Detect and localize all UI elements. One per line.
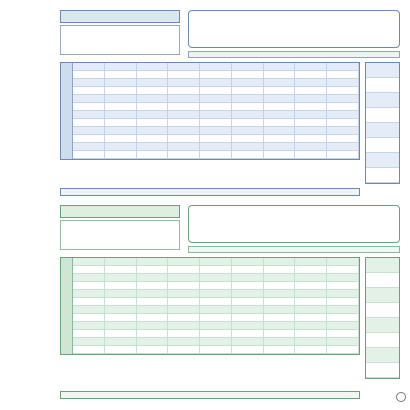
grid-header-cell (105, 258, 137, 266)
grid-header-cell (295, 111, 327, 119)
grid-header-cell (295, 306, 327, 314)
grid-value-cell (105, 266, 137, 274)
grid-value-cell (295, 71, 327, 79)
grid-value-cell (232, 135, 264, 143)
grid-header-cell (327, 274, 359, 282)
grid-value-cell (327, 103, 359, 111)
grid-header-cell (168, 338, 200, 346)
grid-header-cell (264, 63, 296, 71)
grid-header-cell (73, 290, 105, 298)
side-panel (365, 62, 400, 184)
grid-value-cell (200, 103, 232, 111)
grid-value-cell (232, 330, 264, 338)
grid-value-cell (73, 87, 105, 95)
grid-value-cell (137, 87, 169, 95)
grid-header-cell (168, 127, 200, 135)
grid-header-cell (295, 322, 327, 330)
grid-value-cell (105, 330, 137, 338)
grid-value-cell (137, 314, 169, 322)
grid-header-cell (73, 258, 105, 266)
grid-header-cell (168, 258, 200, 266)
grid-value-cell (264, 330, 296, 338)
grid-value-cell (200, 298, 232, 306)
grid-value-cell (264, 314, 296, 322)
grid-value-cell (137, 330, 169, 338)
grid-value-cell (295, 87, 327, 95)
grid-header-cell (200, 143, 232, 151)
grid-header-cell (327, 111, 359, 119)
grid-header-cell (200, 322, 232, 330)
side-field (366, 318, 399, 333)
grid-value-cell (137, 151, 169, 159)
grid-value-cell (168, 298, 200, 306)
grid-header-cell (105, 127, 137, 135)
grid-value-cell (295, 282, 327, 290)
grid-header-cell (73, 111, 105, 119)
grid-value-cell (168, 346, 200, 354)
grid-header-cell (327, 306, 359, 314)
grid-header-cell (295, 63, 327, 71)
grid-value-cell (168, 71, 200, 79)
grid-header-cell (327, 127, 359, 135)
grid-header-cell (327, 63, 359, 71)
page-mark (396, 392, 406, 402)
payslip-bottom (60, 205, 400, 400)
grid-value-cell (200, 87, 232, 95)
grid-header-cell (137, 63, 169, 71)
grid-header-cell (137, 306, 169, 314)
grid-header-cell (168, 306, 200, 314)
grid-value-cell (264, 282, 296, 290)
grid-header-cell (232, 274, 264, 282)
grid-value-cell (200, 135, 232, 143)
grid-value-cell (327, 266, 359, 274)
grid-header-cell (168, 111, 200, 119)
section-label (61, 95, 73, 127)
grid-header-cell (232, 290, 264, 298)
grid-header-cell (73, 322, 105, 330)
grid-header-cell (168, 143, 200, 151)
grid-header-cell (137, 111, 169, 119)
grid-header-cell (137, 258, 169, 266)
grid-value-cell (105, 298, 137, 306)
grid-header-cell (295, 95, 327, 103)
grid-header-cell (137, 143, 169, 151)
grid-value-cell (232, 119, 264, 127)
grid-header-cell (200, 274, 232, 282)
totals-bar (60, 391, 360, 399)
grid-header-cell (168, 63, 200, 71)
grid-value-cell (168, 87, 200, 95)
grid-header-cell (264, 290, 296, 298)
issuer-block (60, 25, 180, 55)
grid-value-cell (168, 266, 200, 274)
grid-header-cell (295, 143, 327, 151)
side-field (366, 288, 399, 303)
grid-header-cell (105, 306, 137, 314)
grid-header-cell (232, 258, 264, 266)
grid-value-cell (200, 282, 232, 290)
grid-header-cell (137, 79, 169, 87)
section-label (61, 290, 73, 322)
grid-value-cell (73, 103, 105, 111)
grid-header-cell (264, 338, 296, 346)
grid-value-cell (105, 282, 137, 290)
id-bar (188, 246, 400, 253)
grid-value-cell (105, 151, 137, 159)
section-label (61, 127, 73, 159)
grid-header-cell (264, 258, 296, 266)
side-field (366, 273, 399, 288)
grid-value-cell (232, 282, 264, 290)
grid-value-cell (200, 119, 232, 127)
grid-header-cell (200, 338, 232, 346)
grid-value-cell (105, 119, 137, 127)
grid-value-cell (232, 71, 264, 79)
issuer-block (60, 220, 180, 250)
grid-header-cell (295, 258, 327, 266)
grid-value-cell (295, 119, 327, 127)
side-panel (365, 257, 400, 379)
grid-value-cell (264, 135, 296, 143)
id-bar (188, 51, 400, 58)
grid-value-cell (73, 298, 105, 306)
grid-header-cell (295, 127, 327, 135)
side-field (366, 333, 399, 348)
grid-header-cell (200, 111, 232, 119)
grid-value-cell (168, 135, 200, 143)
grid-value-cell (232, 103, 264, 111)
section-label (61, 63, 73, 95)
grid-value-cell (295, 266, 327, 274)
grid-header-cell (232, 127, 264, 135)
grid-value-cell (137, 135, 169, 143)
grid-header-cell (105, 95, 137, 103)
grid-value-cell (327, 135, 359, 143)
grid-header-cell (105, 63, 137, 71)
grid-header-cell (73, 306, 105, 314)
grid-header-cell (232, 306, 264, 314)
section-label (61, 322, 73, 354)
grid-header-cell (232, 111, 264, 119)
grid-header-cell (264, 143, 296, 151)
grid-value-cell (168, 330, 200, 338)
payslip-title-box (60, 205, 180, 218)
grid-value-cell (327, 87, 359, 95)
grid-value-cell (264, 71, 296, 79)
grid-value-cell (200, 330, 232, 338)
grid-value-cell (73, 71, 105, 79)
payslip-title-box (60, 10, 180, 23)
grid-header-cell (105, 79, 137, 87)
grid-value-cell (105, 87, 137, 95)
grid-value-cell (264, 119, 296, 127)
grid-header-cell (137, 274, 169, 282)
grid-value-cell (264, 103, 296, 111)
grid-value-cell (295, 314, 327, 322)
side-field (366, 168, 399, 183)
grid-value-cell (232, 346, 264, 354)
grid-header-cell (327, 79, 359, 87)
grid-value-cell (168, 151, 200, 159)
pay-grid (60, 257, 360, 355)
grid-value-cell (232, 151, 264, 159)
grid-header-cell (73, 63, 105, 71)
grid-header-cell (168, 290, 200, 298)
grid-header-cell (73, 79, 105, 87)
grid-header-cell (264, 127, 296, 135)
grid-header-cell (200, 306, 232, 314)
grid-value-cell (327, 330, 359, 338)
grid-value-cell (200, 266, 232, 274)
side-field (366, 138, 399, 153)
grid-value-cell (73, 151, 105, 159)
grid-value-cell (327, 346, 359, 354)
grid-header-cell (264, 79, 296, 87)
grid-header-cell (264, 322, 296, 330)
grid-header-cell (200, 127, 232, 135)
grid-value-cell (327, 282, 359, 290)
side-field (366, 63, 399, 78)
side-field (366, 123, 399, 138)
memo-box (188, 10, 400, 48)
payslip-top (60, 10, 400, 198)
side-field (366, 78, 399, 93)
grid-value-cell (327, 314, 359, 322)
grid-value-cell (264, 266, 296, 274)
grid-value-cell (137, 282, 169, 290)
side-field (366, 93, 399, 108)
grid-value-cell (200, 314, 232, 322)
grid-value-cell (232, 298, 264, 306)
grid-value-cell (105, 71, 137, 79)
grid-value-cell (295, 103, 327, 111)
grid-value-cell (232, 87, 264, 95)
grid-value-cell (200, 151, 232, 159)
grid-header-cell (327, 143, 359, 151)
grid-value-cell (105, 103, 137, 111)
grid-value-cell (73, 330, 105, 338)
grid-header-cell (327, 322, 359, 330)
grid-header-cell (105, 338, 137, 346)
grid-value-cell (295, 330, 327, 338)
grid-value-cell (264, 346, 296, 354)
pay-grid (60, 62, 360, 160)
grid-value-cell (137, 119, 169, 127)
grid-value-cell (295, 346, 327, 354)
grid-value-cell (137, 71, 169, 79)
grid-value-cell (73, 346, 105, 354)
grid-value-cell (327, 151, 359, 159)
side-field (366, 348, 399, 363)
grid-header-cell (264, 95, 296, 103)
grid-header-cell (137, 127, 169, 135)
grid-header-cell (105, 111, 137, 119)
grid-value-cell (327, 298, 359, 306)
grid-value-cell (232, 266, 264, 274)
grid-value-cell (137, 266, 169, 274)
grid-value-cell (232, 314, 264, 322)
grid-value-cell (168, 103, 200, 111)
grid-header-cell (232, 63, 264, 71)
grid-header-cell (264, 274, 296, 282)
grid-value-cell (73, 135, 105, 143)
grid-value-cell (137, 346, 169, 354)
grid-value-cell (168, 282, 200, 290)
grid-header-cell (200, 95, 232, 103)
grid-header-cell (232, 338, 264, 346)
grid-header-cell (73, 143, 105, 151)
grid-header-cell (168, 95, 200, 103)
grid-value-cell (200, 71, 232, 79)
totals-bar (60, 188, 360, 196)
grid-value-cell (264, 298, 296, 306)
grid-header-cell (232, 95, 264, 103)
grid-value-cell (295, 151, 327, 159)
grid-value-cell (73, 119, 105, 127)
grid-value-cell (168, 119, 200, 127)
grid-header-cell (232, 79, 264, 87)
grid-header-cell (232, 322, 264, 330)
grid-header-cell (73, 274, 105, 282)
grid-value-cell (200, 346, 232, 354)
grid-header-cell (200, 63, 232, 71)
grid-header-cell (105, 143, 137, 151)
grid-header-cell (264, 111, 296, 119)
grid-value-cell (105, 314, 137, 322)
grid-header-cell (200, 290, 232, 298)
section-label (61, 258, 73, 290)
grid-header-cell (137, 95, 169, 103)
side-field (366, 363, 399, 378)
grid-header-cell (73, 338, 105, 346)
grid-header-cell (137, 338, 169, 346)
grid-header-cell (105, 274, 137, 282)
grid-header-cell (73, 127, 105, 135)
grid-header-cell (295, 274, 327, 282)
grid-value-cell (105, 346, 137, 354)
grid-header-cell (168, 322, 200, 330)
grid-header-cell (168, 274, 200, 282)
grid-value-cell (264, 87, 296, 95)
grid-value-cell (137, 103, 169, 111)
grid-value-cell (295, 135, 327, 143)
grid-header-cell (327, 338, 359, 346)
grid-value-cell (73, 314, 105, 322)
grid-value-cell (73, 266, 105, 274)
grid-header-cell (73, 95, 105, 103)
memo-box (188, 205, 400, 243)
grid-header-cell (168, 79, 200, 87)
grid-value-cell (137, 298, 169, 306)
side-field (366, 153, 399, 168)
grid-header-cell (105, 322, 137, 330)
grid-header-cell (295, 290, 327, 298)
grid-header-cell (137, 322, 169, 330)
grid-value-cell (264, 151, 296, 159)
grid-header-cell (327, 95, 359, 103)
grid-value-cell (327, 119, 359, 127)
grid-value-cell (295, 298, 327, 306)
grid-header-cell (295, 79, 327, 87)
side-field (366, 258, 399, 273)
grid-value-cell (327, 71, 359, 79)
grid-header-cell (137, 290, 169, 298)
grid-header-cell (295, 338, 327, 346)
grid-value-cell (105, 135, 137, 143)
grid-header-cell (232, 143, 264, 151)
side-field (366, 303, 399, 318)
grid-header-cell (327, 290, 359, 298)
side-field (366, 108, 399, 123)
grid-value-cell (168, 314, 200, 322)
grid-value-cell (73, 282, 105, 290)
grid-header-cell (264, 306, 296, 314)
grid-header-cell (105, 290, 137, 298)
grid-header-cell (200, 79, 232, 87)
grid-header-cell (327, 258, 359, 266)
grid-header-cell (200, 258, 232, 266)
